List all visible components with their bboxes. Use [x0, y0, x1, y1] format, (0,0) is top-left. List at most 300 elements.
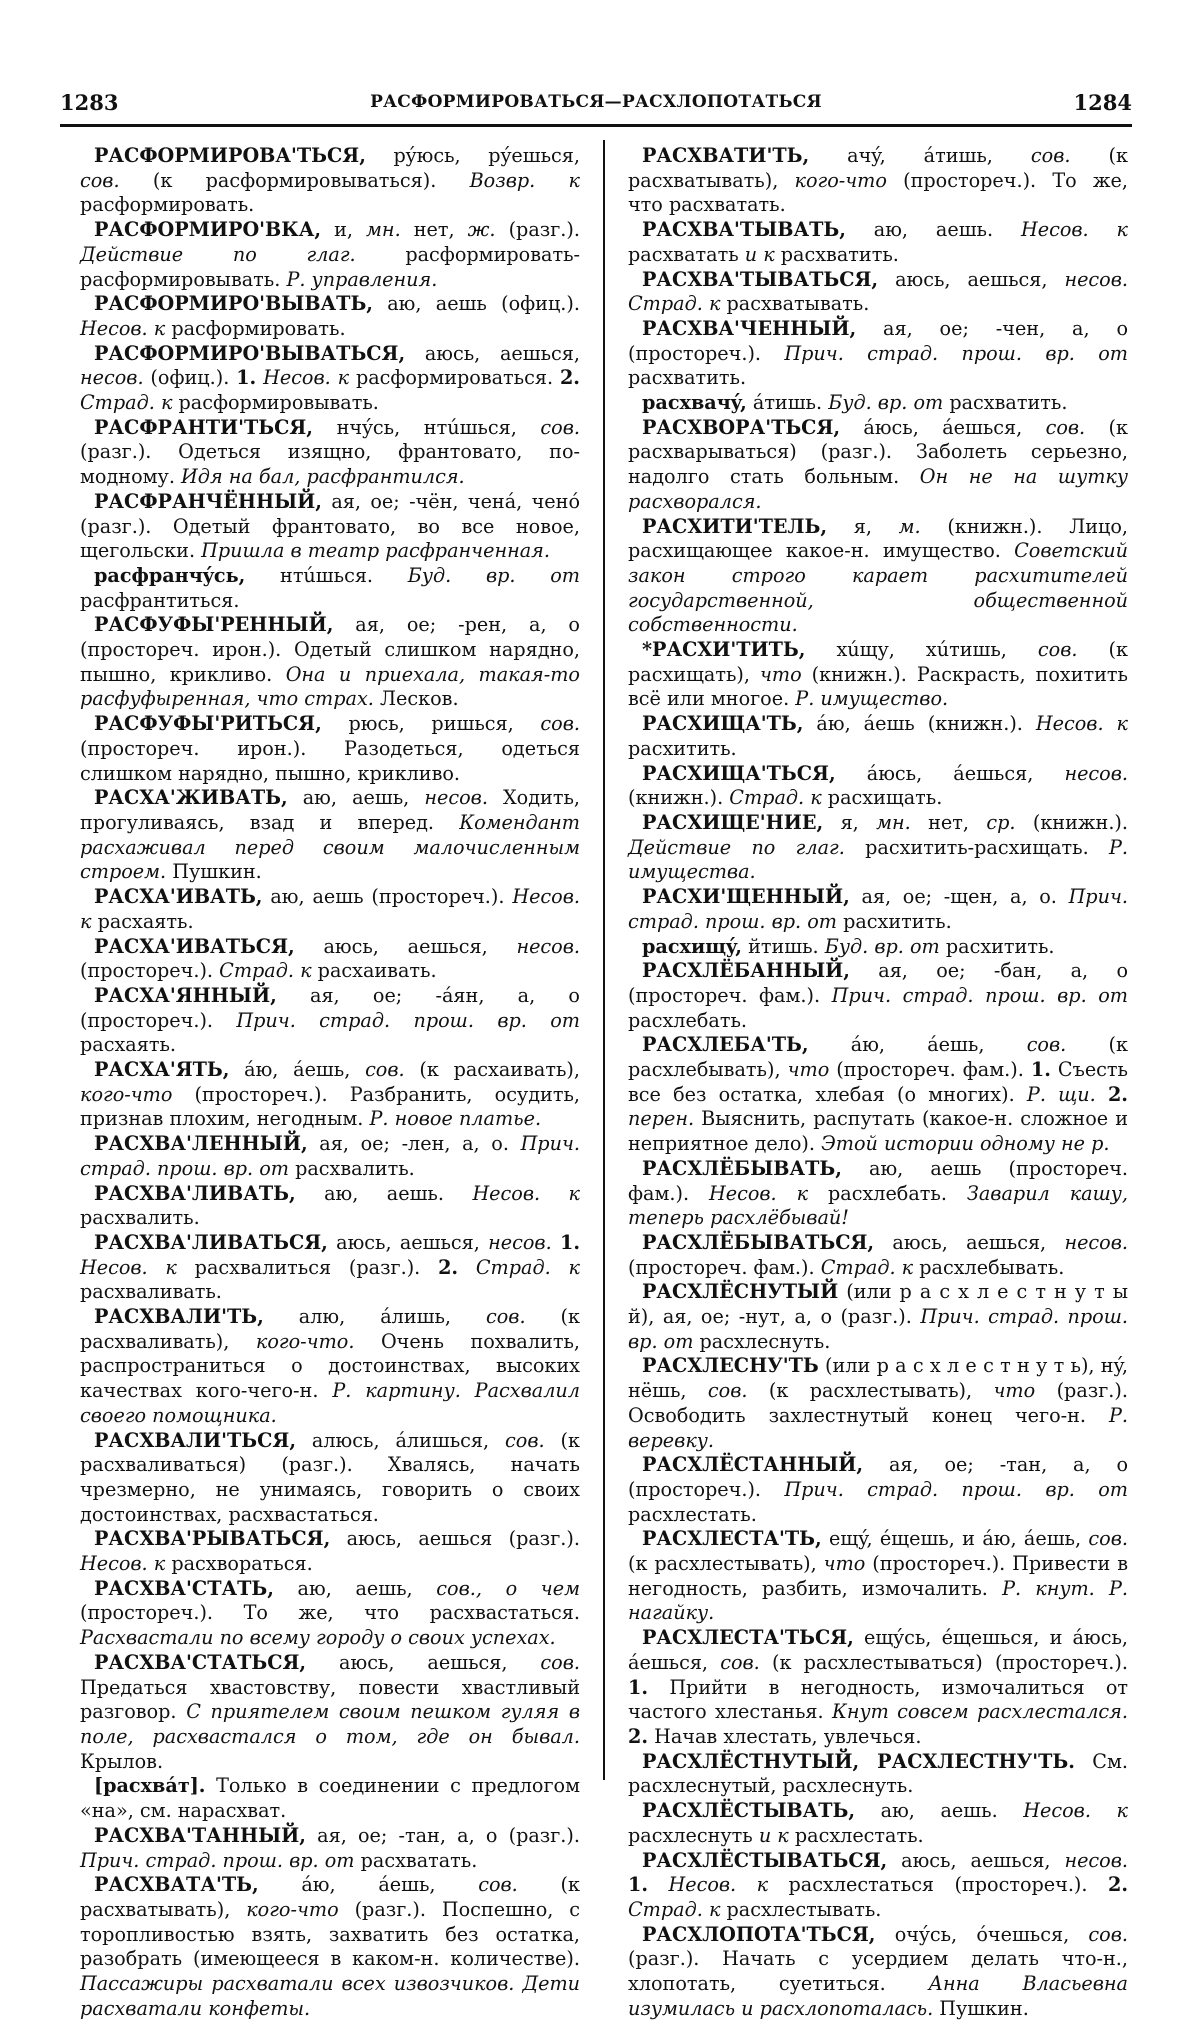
italic-text: Буд. вр. от: [407, 563, 580, 587]
italic-text: Прич. страд. прош. вр. от: [628, 885, 1128, 933]
italic-text: сов.: [478, 1873, 518, 1897]
italic-text: сов.: [720, 1650, 760, 1674]
dictionary-entry: [80, 1651, 580, 1775]
headword: РАСХЛЁБЫВАТЬ,: [642, 1156, 842, 1180]
italic-text: Возвр. к: [469, 168, 580, 192]
italic-text: сов.: [540, 712, 580, 736]
italic-text: сов.: [1026, 1033, 1067, 1057]
entry-text: аюсь, аешься,: [887, 1848, 1065, 1872]
dictionary-entry: [80, 564, 580, 613]
italic-text: сов.: [1037, 638, 1078, 662]
entry-text: áюсь, áешься,: [840, 415, 1046, 439]
italic-text: что: [787, 1058, 830, 1082]
italic-text: Несов. к: [80, 316, 166, 340]
dictionary-entry: [628, 712, 1128, 761]
dictionary-entry: [80, 1231, 580, 1305]
dictionary-entry: [628, 638, 1128, 712]
entry-text: (простореч.). Разбранить, осудить, признав плохим, негодным.: [80, 1082, 580, 1131]
entry-text: [552, 1231, 560, 1254]
italic-text: сов., о чем: [436, 1576, 580, 1600]
italic-text: несов.: [80, 366, 144, 390]
italic-text: Советский закон строго карает расхитителей государственной, общественной собственности.: [628, 539, 1128, 637]
italic-text: ж.: [467, 218, 496, 242]
dictionary-entry: [80, 885, 580, 934]
page-header: [60, 90, 1132, 120]
entry-text: Только в соединении с предлогом «на», см. нарасхват.: [80, 1774, 580, 1823]
headword: РАСХЛЁБАННЫЙ,: [642, 959, 850, 983]
entry-text: áюсь, áешься,: [835, 761, 1065, 785]
italic-text: Он не на шутку расхворался.: [628, 465, 1129, 513]
italic-text: Несов. к: [472, 1181, 580, 1205]
entry-text: (разг.).: [495, 218, 580, 242]
dictionary-entry: [628, 1527, 1128, 1626]
headword: РАСХЛЁСТЫВАТЬСЯ,: [642, 1848, 888, 1872]
dictionary-entry: [628, 416, 1128, 515]
headword: РАСХЛОПОТА'ТЬСЯ,: [642, 1922, 876, 1946]
sense-number: 2.: [559, 366, 580, 390]
italic-text: Прич. страд. прош. вр. от: [80, 1848, 355, 1872]
dictionary-entry: [80, 1873, 580, 2021]
entry-text: [648, 1873, 668, 1896]
entry-text: Прийти в негодность, измочалиться от частого хлестанья.: [628, 1675, 1128, 1724]
entry-text: ая, ое; -бан, а, о (простореч. фам.).: [628, 959, 1128, 1007]
italic-text: мн.: [366, 218, 401, 242]
italic-text: несов.: [1064, 761, 1128, 785]
entry-text: расхватить.: [943, 391, 1068, 415]
dictionary-entry: [628, 218, 1128, 267]
entry-text: áю, áешь,: [229, 1058, 366, 1082]
italic-text: Р. щи.: [1026, 1082, 1096, 1106]
dictionary-entry: [628, 1923, 1128, 2021]
headword: РАСФОРМИРО'ВЫВАТЬ,: [94, 292, 373, 316]
entry-text: ачý, áтишь,: [809, 144, 1031, 167]
italic-text: Страд. к: [475, 1255, 580, 1279]
dictionary-entry: [628, 1157, 1128, 1231]
entry-text: (разг.). Освободить захлестнутый конец чего-н.: [628, 1379, 1128, 1427]
italic-text: Прич. страд. прош. вр. от: [80, 1132, 580, 1180]
entry-text: [458, 1256, 476, 1279]
italic-text: сов.: [540, 415, 580, 439]
entry-text: рюсь, ришься,: [321, 712, 541, 736]
entry-text: áю, áешь,: [258, 1873, 479, 1897]
entry-text: (разг.). Начать с усердием делать что-н., хлопотать, суетиться.: [628, 1947, 1128, 1996]
headword: РАСФУФЫ'РИТЬСЯ,: [94, 712, 322, 736]
italic-text: Р. управления.: [286, 267, 438, 291]
entry-text: аюсь, аешься (разг.).: [330, 1527, 580, 1551]
sense-number: 1.: [236, 366, 257, 390]
italic-text: несов.: [424, 786, 488, 810]
entry-text: расхлестать.: [788, 1823, 924, 1847]
entry-text: (книжн.). Раскрасть, похитить всё или многое.: [628, 662, 1128, 711]
headword: РАСХЛЁСТАННЫЙ,: [642, 1453, 864, 1477]
entry-text: (к расхварываться) (разг.). Заболеть серьезно, надолго стать больным.: [628, 415, 1129, 489]
italic-text: Несов. к: [80, 1552, 166, 1576]
dictionary-entry: [80, 416, 580, 490]
headword: расхвачý,: [642, 391, 747, 415]
headword: РАСФОРМИРОВА'ТЬСЯ,: [94, 144, 366, 167]
dictionary-entry: [80, 1305, 580, 1429]
entry-text: Начав хлестать, увлечься.: [648, 1725, 922, 1748]
dictionary-entry: [628, 811, 1128, 885]
dictionary-entry: [80, 218, 580, 292]
entry-text: расхлебать.: [808, 1181, 967, 1205]
entry-text: алюсь, áлишься,: [296, 1428, 506, 1452]
italic-text: С приятелем своим пешком гуляя в поле, расхвастался о том, где он бывал.: [80, 1700, 580, 1748]
entry-text: (к расхлебывать),: [628, 1033, 1128, 1082]
dictionary-entry: [80, 1527, 580, 1576]
entry-text: аюсь, аешься,: [878, 267, 1065, 291]
headword: РАСХА'ЖИВАТЬ,: [94, 786, 288, 810]
italic-text: Страд. к: [80, 391, 173, 415]
italic-text: Несов. к: [1035, 712, 1128, 736]
dictionary-entry: [80, 712, 580, 786]
entry-text: я,: [823, 810, 877, 834]
dictionary-entry: [628, 885, 1128, 934]
dictionary-entry: [80, 1824, 580, 1873]
italic-text: Несов. к: [80, 885, 580, 933]
headword: РАСХВА'ТЫВАТЬ,: [642, 218, 846, 242]
entry-text: аю, аешь,: [273, 1576, 437, 1600]
headword: РАСХИЩЕ'НИЕ,: [642, 810, 824, 834]
entry-text: Крылов.: [80, 1749, 164, 1773]
entry-text: аюсь, аешься,: [294, 934, 517, 958]
entry-text: áтишь.: [746, 391, 829, 415]
italic-text: Несов. к: [1020, 218, 1128, 242]
entry-text: расхаять.: [80, 1033, 176, 1057]
sense-number: 1.: [1030, 1058, 1051, 1082]
entry-text: аюсь, аешься,: [306, 1650, 541, 1674]
italic-text: Этой истории одному не р.: [821, 1132, 1110, 1156]
dictionary-entry: [80, 1429, 580, 1528]
italic-text: сов.: [540, 1650, 580, 1674]
dictionary-entry: [80, 1774, 580, 1823]
entry-text: расхлеснуть.: [693, 1329, 831, 1353]
italic-text: несов.: [1064, 1848, 1128, 1872]
dictionary-entry: [628, 1280, 1128, 1354]
italic-text: Идя на бал, расфрантился.: [181, 465, 465, 489]
italic-text: сов.: [505, 1428, 545, 1452]
running-head: РАСФОРМИРОВАТЬСЯ—РАСХЛОПОТАТЬСЯ: [370, 92, 822, 112]
italic-text: сов.: [485, 1305, 526, 1329]
headword: РАСХЛЕБА'ТЬ,: [642, 1033, 809, 1057]
italic-text: кого-что.: [255, 1329, 355, 1353]
dictionary-entry: [628, 1354, 1128, 1453]
dictionary-entry: [628, 391, 1128, 416]
entry-text: (к расхваливаться) (разг.). Хвалясь, начать чрезмерно, не унимаясь, говорить о своих достоинствах, расхвастаться.: [80, 1428, 580, 1526]
italic-text: Несов. к: [1023, 1799, 1128, 1823]
italic-text: Она и приехала, такая-то расфуфыренная, что страх.: [80, 662, 580, 711]
entry-text: (книжн.).: [628, 786, 730, 810]
entry-text: Лесков.: [373, 687, 459, 711]
entry-text: ая, ое; -щен, а, о.: [849, 885, 1069, 909]
italic-text: Страд. к: [820, 1255, 914, 1279]
entry-text: (простореч. фам.).: [829, 1058, 1031, 1082]
entry-text: расхвалиться (разг.).: [176, 1255, 439, 1279]
entry-text: очýсь, óчешься,: [875, 1922, 1089, 1946]
entry-text: расхитить-расхищать.: [844, 835, 1109, 859]
dictionary-entry: [80, 1577, 580, 1651]
dictionary-entry: [80, 984, 580, 1058]
italic-text: что: [993, 1379, 1036, 1403]
entry-text: расформироваться.: [349, 366, 560, 390]
headword: РАСХИЩА'ТЬСЯ,: [642, 761, 836, 785]
entry-text: ая, ое; -тан, а, о (разг.).: [305, 1823, 580, 1847]
entry-text: Предаться хвастовству, повести хвастливый разговор.: [80, 1675, 580, 1724]
entry-text: ая, ое; -чён, ченá, ченó (разг.). Одетый франтовато, во все новое, щегольски.: [80, 489, 580, 563]
italic-text: Анна Власьевна изумилась и расхлопоталась.: [628, 1972, 1128, 2020]
left-page-number: 1283: [60, 90, 119, 115]
entry-text: расхвораться.: [165, 1552, 313, 1576]
entry-text: расформировать-расформировывать.: [80, 242, 580, 291]
entry-text: (книжн.). Лицо, расхищающее какое-н. имущество.: [628, 514, 1129, 563]
dictionary-entry: [628, 959, 1128, 1033]
right-column: [628, 144, 1129, 2020]
entry-text: См. расхлеснутый, расхлеснуть.: [628, 1749, 1128, 1798]
entry-text: аю, аешь (простореч.).: [262, 885, 513, 909]
entry-text: (к расхищать),: [628, 638, 1129, 686]
italic-text: Страд. к: [628, 292, 721, 316]
headword: РАСФУФЫ'РЕННЫЙ,: [94, 613, 334, 637]
entry-text: (к расхватывать),: [628, 144, 1128, 192]
entry-text: расхватить.: [774, 242, 899, 266]
entry-text: (простореч. фам.).: [628, 1255, 821, 1279]
headword: [расхвáт].: [94, 1774, 206, 1798]
dictionary-entry: [628, 268, 1128, 317]
italic-text: Прич. страд. прош. вр. от: [784, 341, 1128, 365]
italic-text: Р. веревку.: [628, 1403, 1128, 1452]
italic-text: Пассажиры расхватали всех извозчиков. Дети расхватали конфеты.: [80, 1972, 580, 2020]
headword: РАСХВАТА'ТЬ,: [94, 1873, 259, 1897]
entry-text: ая, ое; -áян, а, о (простореч.).: [80, 983, 580, 1032]
italic-text: Буд. вр. от: [828, 391, 944, 415]
entry-text: Пушкин.: [166, 860, 262, 884]
entry-text: расхищать.: [821, 786, 943, 810]
headword: РАСХЛЕСНУ'ТЬ: [642, 1354, 819, 1378]
italic-text: Страд. к: [628, 1897, 721, 1921]
sense-number: 1.: [628, 1873, 649, 1897]
entry-text: аю, аешь.: [845, 218, 1021, 242]
dictionary-entry: [80, 613, 580, 712]
entry-text: расхлестать.: [628, 1502, 757, 1526]
dictionary-entry: [80, 1182, 580, 1231]
entry-text: и,: [321, 218, 367, 242]
italic-text: сов.: [707, 1379, 748, 1403]
entry-text: ая, ое; -рен, а, о (простореч. ирон.). Одетый слишком нарядно, пышно, крикливо.: [80, 613, 580, 686]
headword: РАСХВА'РЫВАТЬСЯ,: [94, 1527, 331, 1551]
headword: РАСХВОРА'ТЬСЯ,: [642, 415, 841, 439]
entry-text: расхлебывать.: [913, 1255, 1065, 1279]
entry-text: (к расхлестывать),: [628, 1552, 824, 1576]
entry-text: (или р а с х л е с т н у т ы й), ая, ое; -нут, а, о (разг.).: [628, 1280, 1128, 1329]
entry-text: áю, áешь (книжн.).: [803, 712, 1036, 736]
entry-text: нет,: [910, 810, 987, 834]
entry-text: (простореч.).: [80, 959, 220, 983]
italic-text: и к: [758, 1823, 789, 1847]
entry-text: ая, ое; -лен, а, о.: [307, 1132, 521, 1156]
entry-text: рýюсь, рýешься,: [365, 144, 580, 167]
column-divider: [603, 140, 605, 1780]
entry-text: аюсь, аешься,: [874, 1230, 1065, 1254]
headword: РАСХЛЁБЫВАТЬСЯ,: [642, 1230, 875, 1254]
right-page-number: 1284: [1073, 90, 1132, 115]
entry-text: (или р а с х л е с т н у т ь), нý, нёшь,: [628, 1354, 1128, 1403]
entry-text: йтишь.: [741, 934, 825, 958]
headword: РАСФРАНЧЁННЫЙ,: [94, 489, 322, 513]
headword: РАСХА'ИВАТЬ,: [94, 885, 263, 909]
entry-text: Ходить, прогуливаясь, взад и вперед.: [80, 786, 580, 834]
headword: РАСХИТИ'ТЕЛЬ,: [642, 514, 828, 538]
italic-text: Заварил кашу, теперь расхлёбывай!: [628, 1181, 1128, 1230]
italic-text: кого-что: [794, 168, 887, 192]
headword: РАСХВА'СТАТЬ,: [94, 1576, 274, 1600]
dictionary-entry: [628, 515, 1128, 639]
headword: РАСХА'ЯТЬ,: [94, 1058, 230, 1082]
headword: РАСХВА'ЛИВАТЬСЯ,: [94, 1230, 328, 1254]
headword: РАСФОРМИРО'ВКА,: [94, 218, 322, 242]
entry-text: Съесть все без остатка, хлебая (о многих).: [628, 1058, 1128, 1106]
entry-text: (разг.). Одеться изящно, франтовато, по-модному.: [80, 440, 580, 489]
italic-text: Действие по глаг.: [628, 835, 845, 859]
dictionary-entry: [80, 342, 580, 416]
entry-text: Выяснить, распутать (какое-н. сложное и неприятное дело).: [628, 1107, 1128, 1156]
entry-text: (офиц.).: [143, 366, 237, 390]
dictionary-entry: [628, 1626, 1128, 1750]
entry-text: аю, аешь.: [295, 1181, 473, 1205]
entry-text: нчýсь, нтúшься,: [312, 415, 541, 439]
headword: расфранчýсь,: [94, 563, 246, 587]
entry-text: расфрантиться.: [80, 588, 240, 612]
italic-text: несов.: [488, 1230, 552, 1254]
sense-number: 2.: [628, 1725, 649, 1748]
entry-text: (к расформировываться).: [119, 168, 470, 192]
headword: РАСХА'ИВАТЬСЯ,: [94, 934, 295, 958]
italic-text: сов.: [1088, 1922, 1128, 1946]
headword: РАСХВА'ТЫВАТЬСЯ,: [642, 267, 879, 291]
italic-text: Несов. к: [263, 366, 350, 390]
italic-text: перен.: [628, 1107, 695, 1131]
italic-text: Прич. страд. прош. вр. от: [236, 1008, 580, 1032]
italic-text: Кнут совсем расхлестался.: [831, 1700, 1128, 1724]
italic-text: Р. новое платье.: [369, 1107, 542, 1131]
italic-text: сов.: [80, 168, 120, 192]
sense-number: 2.: [1107, 1873, 1128, 1897]
headword: РАСХИ'ЩЕННЫЙ,: [642, 885, 850, 909]
dictionary-entry: [628, 317, 1128, 391]
entry-text: (книжн.).: [1015, 810, 1129, 834]
entry-text: Пушкин.: [933, 1996, 1029, 2020]
dictionary-entry: [80, 786, 580, 885]
headword: РАСХЛЁСНУТЫЙ: [642, 1280, 839, 1304]
sense-number: 2.: [438, 1255, 459, 1279]
dictionary-entry: [80, 292, 580, 341]
italic-text: Страд. к: [729, 786, 822, 810]
headword: РАСФОРМИРО'ВЫВАТЬСЯ,: [94, 341, 406, 365]
dictionary-entry: [628, 1849, 1128, 1923]
italic-text: что: [760, 662, 802, 686]
entry-text: аюсь, аешься,: [405, 341, 580, 365]
entry-text: (к расхваливать),: [80, 1305, 581, 1353]
dictionary-entry: [80, 935, 580, 984]
italic-text: Р. кнут. Р. нагайку.: [628, 1576, 1128, 1625]
entry-text: расхлестывать.: [720, 1897, 882, 1921]
entry-text: Очень похвалить, распространиться о достоинствах, высоких качествах кого-чего-н.: [80, 1329, 580, 1403]
header-rule: [60, 124, 1132, 127]
italic-text: несов.: [1064, 267, 1128, 291]
dictionary-entry: [80, 490, 580, 564]
entry-text: расформировать.: [165, 316, 346, 340]
sense-number: 2.: [1107, 1082, 1128, 1106]
italic-text: Страд. к: [219, 959, 312, 983]
entry-text: алю, áлишь,: [263, 1305, 486, 1329]
italic-text: несов.: [516, 934, 580, 958]
entry-text: расхваливать.: [80, 1280, 222, 1304]
headword: РАСХЛЕСТА'ТЬ,: [642, 1527, 822, 1551]
entry-text: ещýсь, éщешься, и áюсь, áешься,: [628, 1626, 1128, 1674]
entry-text: (к расхаивать),: [404, 1058, 580, 1082]
entry-text: (простореч. ирон.). Разодеться, одеться слишком нарядно, пышно, крикливо.: [80, 736, 580, 785]
italic-text: м.: [898, 514, 921, 538]
entry-text: аюсь, аешься,: [327, 1230, 489, 1254]
entry-text: (простореч.). То же, что расхватать.: [628, 168, 1128, 217]
entry-text: расхватывать.: [720, 292, 870, 316]
italic-text: Р. имущества.: [628, 835, 1128, 884]
entry-text: я,: [827, 514, 899, 538]
italic-text: кого-что: [80, 1082, 173, 1106]
entry-text: (к расхлестываться) (простореч.).: [759, 1650, 1128, 1674]
entry-text: (к расхлестывать),: [747, 1379, 994, 1403]
entry-text: расхитить.: [836, 909, 952, 933]
italic-text: мн.: [876, 810, 911, 834]
dictionary-entry: [628, 1033, 1128, 1157]
entry-text: расхитить.: [939, 934, 1055, 958]
entry-text: аю, аешь.: [855, 1799, 1024, 1823]
italic-text: Расхвастали по всему городу о своих успехах.: [80, 1626, 556, 1650]
italic-text: Несов. к: [668, 1873, 769, 1897]
headword: РАСХВА'СТАТЬСЯ,: [94, 1650, 307, 1674]
italic-text: Прич. страд. прош. вр. от: [784, 1477, 1128, 1501]
italic-text: Комендант расхаживал перед своим малочисленным строем.: [80, 810, 580, 884]
italic-text: сов.: [1045, 415, 1086, 439]
entry-text: расхватать: [628, 242, 745, 266]
entry-text: расформировать.: [80, 193, 255, 217]
dictionary-entry: [80, 1058, 580, 1132]
headword: РАСХЛЁСТНУТЫЙ, РАСХЛЕСТНУ'ТЬ.: [642, 1749, 1075, 1773]
dictionary-entry: [628, 1231, 1128, 1280]
dictionary-entry: [628, 144, 1128, 218]
entry-text: аю, аешь,: [287, 786, 425, 810]
italic-text: Прич. страд. прош. вр. от: [831, 983, 1128, 1007]
entry-text: расхвалить.: [288, 1156, 415, 1180]
headword: расхищý,: [642, 934, 742, 958]
italic-text: Действие по глаг.: [80, 242, 356, 266]
italic-text: что: [823, 1552, 866, 1576]
headword: РАСХВАТИ'ТЬ,: [642, 144, 810, 167]
headword: РАСХА'ЯННЫЙ,: [94, 983, 277, 1007]
italic-text: и к: [744, 242, 775, 266]
headword: РАСХВА'ЛЕННЫЙ,: [94, 1132, 308, 1156]
sense-number: 1.: [559, 1230, 581, 1254]
entry-text: (к расхватывать),: [80, 1873, 580, 1921]
entry-text: расформировывать.: [172, 391, 379, 415]
italic-text: сов.: [365, 1058, 405, 1082]
headword: РАСХЛЁСТЫВАТЬ,: [642, 1799, 856, 1823]
entry-text: ая, ое; -чен, а, о (простореч.).: [628, 316, 1128, 365]
dictionary-entry: [628, 1750, 1128, 1799]
headword: РАСХИЩА'ТЬ,: [642, 712, 804, 736]
italic-text: Буд. вр. от: [824, 934, 940, 958]
entry-text: (простореч.). Привести в негодность, разбить, измочалить.: [628, 1552, 1129, 1600]
dictionary-entry: [628, 1799, 1128, 1848]
